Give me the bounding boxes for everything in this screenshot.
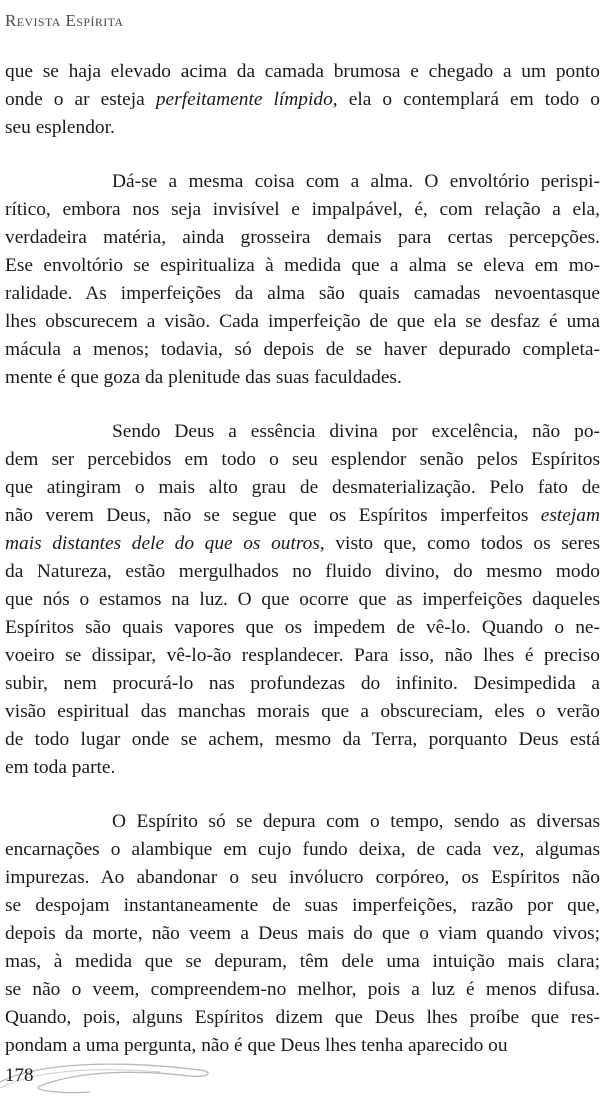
text-line (5, 976, 600, 1004)
text-run: encarnações o alambique em cujo fundo deixa, de cada vez, algumas (5, 839, 600, 860)
text-run: se não o veem, compreendem-no melhor, pois a luz é menos difusa. (5, 979, 600, 1000)
text-run: pondam a uma pergunta, não é que Deus lhes tenha aparecido ou (5, 1035, 508, 1056)
text-line (5, 892, 600, 920)
text-run: mente é que goza da plenitude das suas faculdades. (5, 367, 402, 388)
text-line (5, 558, 600, 586)
text-line (5, 418, 600, 446)
text-line (5, 502, 600, 530)
text-line (5, 336, 600, 364)
text-run: voeiro se dissipar, vê-lo-ão resplandecer. Para isso, não lhes é preciso (5, 645, 600, 666)
paragraph-1 (5, 58, 600, 142)
text-line (5, 252, 600, 280)
text-run: Dá-se a mesma coisa com a alma. O envoltório perispi- (112, 171, 600, 192)
text-run: Espíritos são quais vapores que os impedem de vê-lo. Quando o ne- (5, 617, 600, 638)
text-line (5, 726, 600, 754)
text-run: da Natureza, estão mergulhados no fluido divino, do mesmo modo (5, 561, 600, 582)
text-line (5, 86, 600, 114)
text-run: impurezas. Ao abandonar o seu invólucro corpóreo, os Espíritos não (5, 867, 600, 888)
text-run: rítico, embora nos seja invisível e impalpável, é, com relação a ela, (5, 199, 600, 220)
text-run: , visto que, como todos os seres (319, 533, 600, 554)
text-line (5, 280, 600, 308)
text-run: lhes obscurecem a visão. Cada imperfeição de que ela se desfaz é uma (5, 311, 600, 332)
text-line (5, 168, 600, 196)
running-header: Revista Espírita (5, 11, 124, 30)
text-run: se despojam instantaneamente de suas imperfeições, razão por que, (5, 895, 600, 916)
text-run: em toda parte. (5, 757, 116, 778)
italic-run: perfeitamente límpido (155, 89, 333, 110)
text-run: Ese envoltório se espiritualiza à medida que a alma se eleva em mo- (5, 255, 600, 276)
text-line (5, 808, 600, 836)
text-line (5, 614, 600, 642)
text-run: que nós o estamos na luz. O que ocorre que as imperfeições daqueles (5, 589, 600, 610)
text-run: que se haja elevado acima da camada brumosa e chegado a um ponto (5, 61, 600, 82)
text-run: ralidade. As imperfeições da alma são quais camadas nevoentasque (5, 283, 600, 304)
text-run: visão espiritual das manchas morais que a obscureciam, eles o verão (5, 701, 600, 722)
text-line (5, 196, 600, 224)
text-run: que atingiram o mais alto grau de desmaterialização. Pelo fato de (5, 477, 600, 498)
paragraph-3 (5, 418, 600, 782)
text-line (5, 642, 600, 670)
text-line (5, 864, 600, 892)
text-run: onde o ar esteja (5, 89, 156, 110)
text-line (5, 920, 600, 948)
text-run: depois da morte, não veem a Deus mais do que o viam quando vivos; (5, 923, 600, 944)
text-line (5, 224, 600, 252)
italic-run: estejam (540, 505, 600, 526)
text-line (5, 308, 600, 336)
text-line (5, 530, 600, 558)
text-run: seu esplendor. (5, 117, 115, 138)
text-line (5, 586, 600, 614)
text-run: mas, à medida que se depuram, têm dele uma intuição mais clara; (5, 951, 600, 972)
text-line (5, 474, 600, 502)
text-line (5, 948, 600, 976)
footer-ornament (0, 1056, 230, 1096)
text-line (5, 670, 600, 698)
text-run: mácula a menos; todavia, só depois de se haver depurado completa- (5, 339, 600, 360)
page-body (5, 58, 600, 1060)
text-line (5, 364, 600, 392)
page-number: 178 (5, 1065, 34, 1086)
text-run: Quando, pois, alguns Espíritos dizem que Deus lhes proíbe que res- (5, 1007, 600, 1028)
text-run: Sendo Deus a essência divina por excelência, não po- (112, 421, 600, 442)
text-line (5, 446, 600, 474)
text-line (5, 58, 600, 86)
text-line (5, 698, 600, 726)
text-run: verdadeira matéria, ainda grosseira demais para certas percepções. (5, 227, 600, 248)
text-run: , ela o contemplará em todo o (332, 89, 601, 110)
text-run: não verem Deus, não se segue que os Espíritos imperfeitos (5, 505, 541, 526)
italic-run: mais distantes dele do que os outros (5, 533, 320, 554)
text-line (5, 1004, 600, 1032)
text-run: de todo lugar onde se achem, mesmo da Terra, porquanto Deus está (5, 729, 600, 750)
paragraph-4 (5, 808, 600, 1060)
text-line (5, 114, 600, 142)
text-line (5, 836, 600, 864)
text-run: subir, nem procurá-lo nas profundezas do infinito. Desimpedida a (5, 673, 600, 694)
text-run: O Espírito só se depura com o tempo, sendo as diversas (112, 811, 600, 832)
paragraph-2 (5, 168, 600, 392)
text-run: dem ser percebidos em todo o seu esplendor senão pelos Espíritos (5, 449, 600, 470)
text-line (5, 754, 600, 782)
